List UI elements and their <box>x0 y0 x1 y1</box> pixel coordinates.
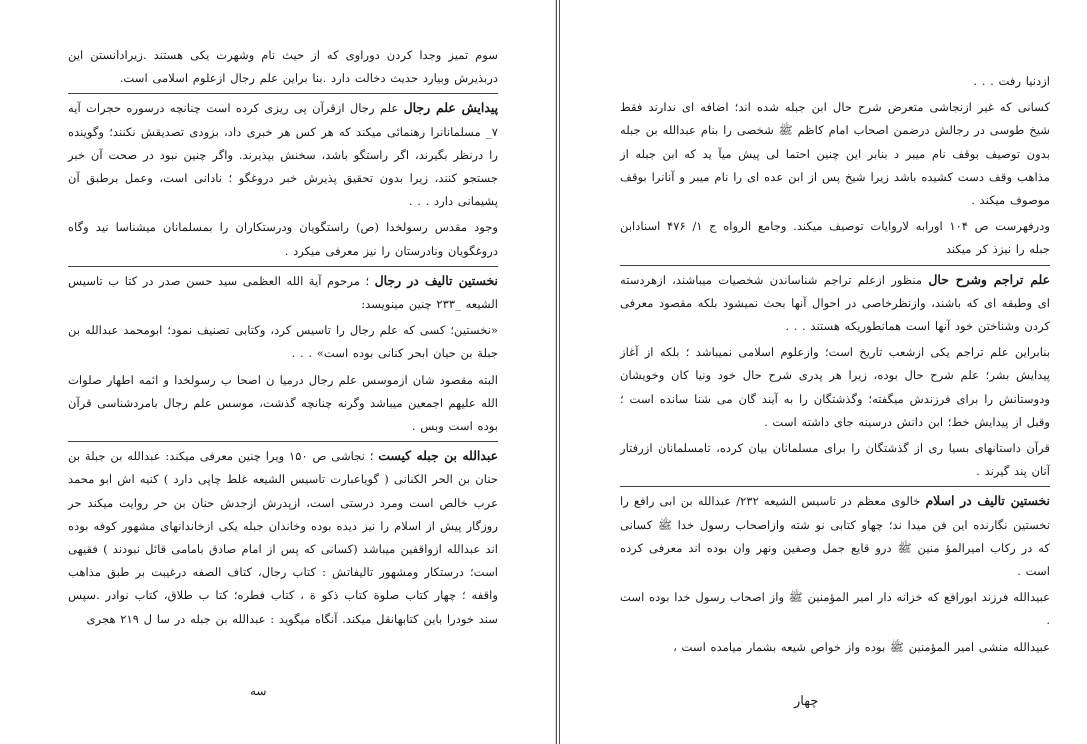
section-rule <box>620 486 1050 487</box>
paragraph-text: قرآن داستانهای بسیا ری از گذشتگان را برای مسلمانان بیان کرده، تامسلمانان ازرفتار آنان پند گیرند . <box>620 441 1050 479</box>
section-heading: پیدایش علم رجال <box>403 100 499 116</box>
paragraph <box>68 216 498 262</box>
paragraph-text: بنابراین علم تراجم یکی ازشعب تاریخ است؛ وازعلوم اسلامی نمیباشد ؛ بلکه از آغاز پیدایش بشر؛ علم شرح حال بوده، زیرا هر پدری شرح حال خود ونیا کان وخویشان ودوستانش را برای فرزندش میگفته؛ وگذشتگان را به آیند گان می شنا سانده است ؛ وقبل از پیدایش خط؛ ابن دانش درسینه جای داشته است . <box>620 345 1050 429</box>
paragraph <box>68 96 498 213</box>
paragraph <box>68 444 498 631</box>
paragraph <box>620 96 1050 212</box>
section-heading: عبدالله بن جبله کیست <box>378 448 498 464</box>
paragraph-text: «نخستین؛ کسی که علم رجال را تاسیس کرد، وکتابی تصنیف نمود؛ ابومحمد عبدالله بن جبلة بن حیان ابحر کنانی بوده است» . . . <box>68 323 498 361</box>
paragraph-text: عبیدالله منشی امیر المؤمنین ﷺ بوده واز خواص شیعه بشمار میامده است ، <box>673 639 1050 654</box>
paragraph-text: سوم تمیز وجدا کردن دوراوی که از حیث نام وشهرت یکی هستند .زیرادانستن این دربذیرش وبیارد حدیث دخالت دارد .بنا براین علم رجال ازعلوم اسلامی است. <box>68 48 498 86</box>
paragraph <box>620 70 1050 93</box>
left-page-text <box>68 44 498 634</box>
paragraph <box>68 269 498 316</box>
paragraph-text: ودرفهرست ص ۱۰۴ اورابه لاروایات توصیف میکند. وجامع الرواه ج ۱/ ۴۷۶ اسنادابن جبله را نیزذ کر میکند <box>620 219 1051 257</box>
right-page-text <box>620 70 1050 662</box>
paragraph-text: ازدنیا رفت . . . <box>973 74 1050 88</box>
paragraph <box>68 44 498 90</box>
section-rule <box>620 265 1050 266</box>
section-heading: نخستین تالیف در رجال <box>374 272 498 288</box>
paragraph-text: عبیدالله فرزند ابورافع که خزانه دار امیر المؤمنین ﷺ واز اصحاب رسول خدا بوده است . <box>620 590 1050 628</box>
section-rule <box>68 441 498 442</box>
paragraph-text: علم رجال ازقرآن پی ریزی کرده است چنانچه درسوره حجرات آیه ۷_ مسلمانانرا رهنمائی میکند که هر کس هر خبری داد، بزودی تصدیقش نکنند؛ وگوینده را درنظر بگیرند، اگر راستگو باشد، سخنش بپذیرند. واگر چنین نبود در صحت آن خبر جستجو کنند، زیرا بدون تحقیق پذیرش خبر دروغگو ؛ نادانی است، وعمل برطبق آن پشیمانی دارد . . . <box>68 101 498 209</box>
paragraph-text: البته مقصود شان ازموسس علم رجال درمیا ن اصحا ب رسولخدا و ائمه اطهار صلوات الله علیهم اجمعین میباشد وگرنه چنانچه گذشت، موسس علم رجال بامردشناسی قرآن بوده است وبس . <box>68 372 498 434</box>
right-page-number: چهار <box>794 694 819 709</box>
section-rule <box>68 93 498 94</box>
paragraph <box>620 341 1050 434</box>
section-heading: نخستین تالیف در اسلام <box>925 493 1050 509</box>
paragraph <box>620 268 1050 339</box>
paragraph <box>620 437 1050 483</box>
paragraph-text: وجود مقدس رسولخدا (ص) راستگویان ودرستکاران را بمسلمانان میشناسا نید وگاه دروغگویان ونادرستان را نیز معرفی میکرد . <box>68 220 498 258</box>
gutter-line-left <box>556 0 557 744</box>
paragraph-text: ؛ نجاشی ص ۱۵۰ ویرا چنین معرفی میکند: عبدالله بن جبلة بن حنان بن الحر الکنانی ( گویاعبارت تاسیس الشیعه غلط چاپی دارد ) کنیه اش ابو محمد عرب خالص است ومرد درستی است، ازپدرش ازجدش حنان بن حر روایت میکند حر روزگار پیش از اسلام را نیز دیده بوده وخاندان جبله یکی ازخاندانهای مشهور کوفه بوده اند عبدالله ازواقفین میباشد (کسانی که پس از امام صادق بامامی قائل نبودند ) فقیهی است؛ درستکار ومشهور تالیفاتش : کتاب رجال، کتاف الصفه درغیبت بر طبق مذاهب واقفه ؛ چهار کتاب صلوة کتاب ذکو ة ، کتاب فطره؛ کتا ب طلاق، کتاب نوادر .سپس سند خودرا باین کتابهانقل میکند. آنگاه میگوید : عبدالله بن جبله در سا ل ۲۱۹ هجری <box>68 449 498 626</box>
paragraph <box>620 636 1050 659</box>
left-page-number: سه <box>250 684 267 698</box>
paragraph <box>620 215 1050 261</box>
paragraph <box>620 586 1050 632</box>
section-rule <box>68 266 498 267</box>
paragraph-text: ؛ مرحوم آیة الله العظمی سید حسن صدر در کتا ب تاسیس الشیعه _۲۳۳ چنین مینویسد: <box>68 273 498 312</box>
section-heading: علم تراجم وشرح حال <box>928 271 1050 287</box>
paragraph-text: منظور ازعلم تراجم شناساندن شخصیات میباشند، ازهردسته ای وطبقه ای که باشند، وازنظرخاصی در احوال آنها بحث نمیشود بلکه مقصود معرفی کردن وشناختن خود آنها است همانطوریکه هستند . . . <box>620 272 1050 334</box>
paragraph-text: خالوی معظم در تاسیس الشیعه ۲۳۲/ عبدالله بن ابی رافع را نخستین نگارنده این فن میدا ند؛ چهاو کتابی نو شته وازاصحاب رسول خدا ﷺ کسانی که در رکاب امیرالمؤ منین ﷺ درو قایع جمل وصفین ونهر وان بوده اند معرفی کرده است . <box>620 494 1050 579</box>
paragraph <box>620 489 1050 583</box>
right-page <box>560 0 1087 744</box>
paragraph-text: کسانی که غیر ازنجاشی متعرض شرح حال ابن جبله شده اند؛ اضافه ای ندارند فقط شیخ طوسی در رجالش درضمن اصحاب امام کاظم ﷺ شخصی را بنام عبدالله بن جبله بدون توصیف بوقف نام میبر د بنابر این چنین احتما لی پیش میآ ید که ابن جبله از مذاهب وقف دست کشیده باشد زیرا شیخ پس از ابن عده ای را نام میبر و آنانرا بوقف موصوف میکند . <box>620 100 1050 208</box>
paragraph <box>68 369 498 439</box>
paragraph <box>68 319 498 365</box>
